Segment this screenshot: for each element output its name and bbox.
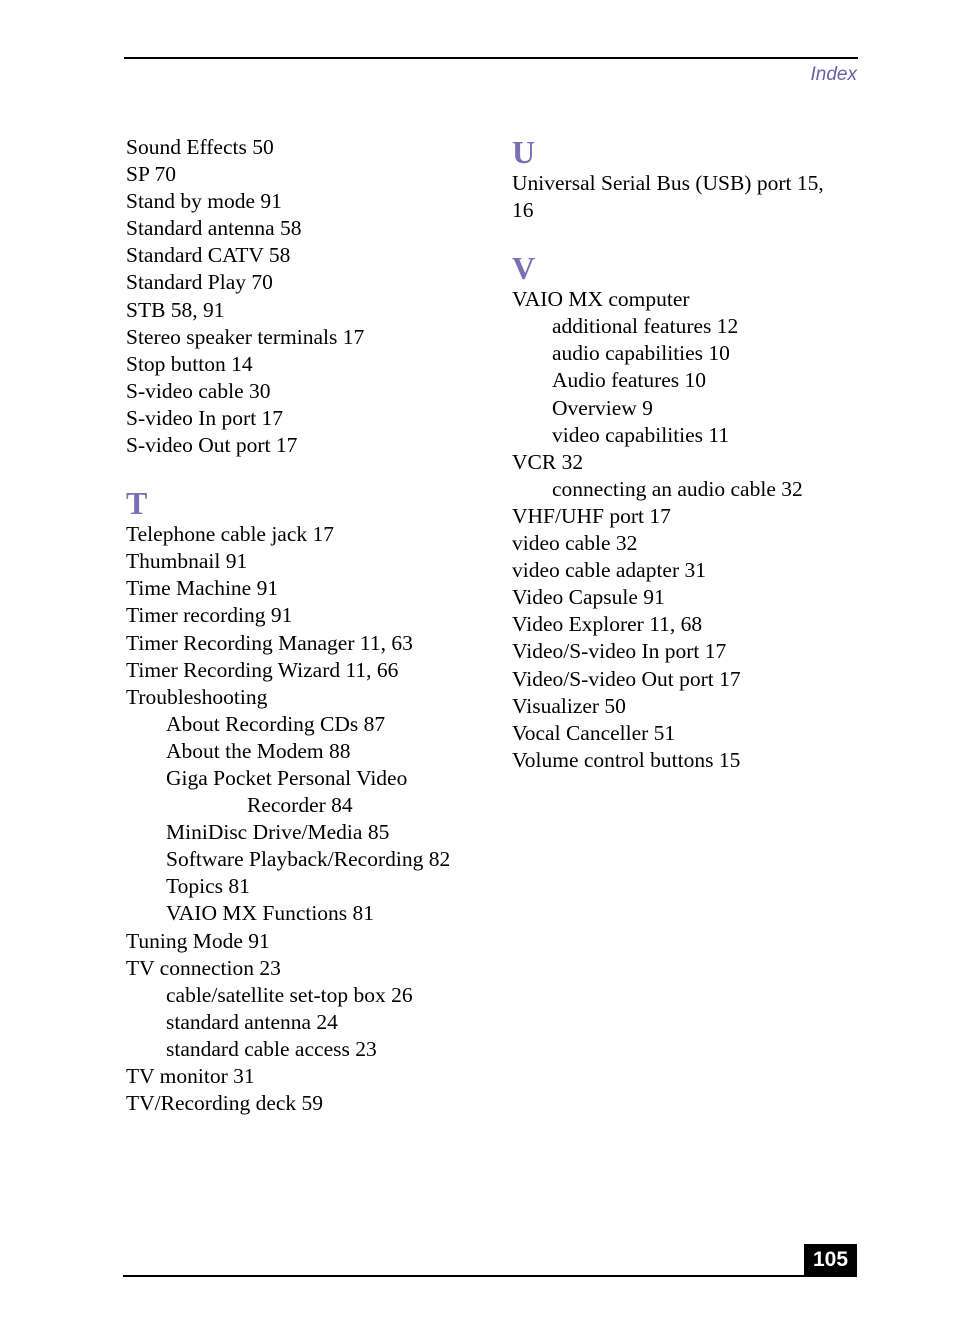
index-entry: Sound Effects 50 [126, 135, 274, 159]
index-entry: video cable 32 [512, 531, 638, 556]
s-entries-group [126, 134, 496, 459]
index-subentry: Topics 81 [166, 874, 250, 899]
index-entry: Standard CATV 58 [126, 243, 291, 268]
index-entry: TV connection 23 [126, 955, 281, 980]
index-subentry: Overview 9 [552, 395, 653, 420]
top-rule [124, 57, 858, 59]
index-entry: S-video cable 30 [126, 378, 271, 403]
index-entry: Standard Play 70 [126, 270, 273, 295]
index-entry: VHF/UHF port 17 [512, 503, 671, 528]
index-entry: Standard antenna 58 [126, 216, 302, 241]
index-entry: Timer Recording Manager 11, 63 [126, 630, 413, 655]
section-letter-t: T [126, 485, 148, 522]
index-entry: Video/S-video Out port 17 [512, 666, 741, 691]
index-subentry: standard antenna 24 [166, 1009, 338, 1034]
index-entry: Telephone cable jack 17 [126, 522, 335, 547]
index-entry: VAIO MX computer [512, 287, 690, 312]
index-subentry: About Recording CDs 87 [166, 711, 386, 736]
left-column [126, 134, 496, 1117]
index-subentry: Audio features 10 [552, 368, 707, 393]
index-subentry: cable/satellite set-top box 26 [166, 982, 413, 1007]
index-entry: video cable adapter 31 [512, 558, 707, 583]
index-entry: S-video In port 17 [126, 405, 284, 430]
index-entry: Stop button 14 [126, 351, 253, 376]
index-subentry: connecting an audio cable 32 [552, 476, 803, 501]
index-subentry: About the Modem 88 [166, 738, 351, 763]
index-entry: Timer recording 91 [126, 603, 293, 628]
index-entry: Video Capsule 91 [512, 585, 665, 610]
bottom-rule [123, 1275, 857, 1277]
index-entry: Vocal Canceller 51 [512, 720, 676, 745]
index-entry: STB 58, 91 [126, 297, 225, 322]
index-subentry: Giga Pocket Personal Video [166, 765, 408, 790]
index-subentry: Software Playback/Recording 82 [166, 847, 451, 872]
section-letter-v: V [512, 250, 536, 287]
index-entry: Visualizer 50 [512, 693, 626, 718]
section-gap [126, 459, 496, 485]
section-letter-u: U [512, 134, 536, 170]
index-entry: S-video Out port 17 [126, 433, 298, 458]
index-entry: Video Explorer 11, 68 [512, 612, 703, 637]
page-number: 105 [804, 1244, 857, 1276]
index-subentry: standard cable access 23 [166, 1036, 377, 1061]
index-subentry: video capabilities 11 [552, 422, 730, 447]
index-entry: Timer Recording Wizard 11, 66 [126, 657, 399, 682]
index-subentry: additional features 12 [552, 314, 739, 339]
index-entry: VCR 32 [512, 449, 584, 474]
index-entry: TV/Recording deck 59 [126, 1091, 324, 1116]
index-entry: SP 70 [126, 162, 176, 187]
index-subentry: VAIO MX Functions 81 [166, 901, 375, 926]
index-entry: Universal Serial Bus (USB) port 15, [512, 171, 824, 195]
index-entry: Troubleshooting [126, 684, 268, 709]
index-entry: TV monitor 31 [126, 1064, 255, 1088]
index-subentry-continuation: Recorder 84 [247, 793, 353, 818]
index-entry: Stereo speaker terminals 17 [126, 324, 365, 349]
index-subentry: audio capabilities 10 [552, 341, 730, 366]
index-entry: Video/S-video In port 17 [512, 639, 727, 664]
t-entries-group [126, 521, 496, 1117]
right-column [512, 134, 857, 774]
section-gap [512, 224, 857, 250]
index-entry-continuation: 16 [512, 198, 534, 223]
header-title: Index [810, 64, 857, 85]
index-entry: Stand by mode 91 [126, 189, 282, 214]
index-subentry: MiniDisc Drive/Media 85 [166, 820, 390, 845]
index-entry: Volume control buttons 15 [512, 747, 741, 772]
index-entry: Thumbnail 91 [126, 549, 248, 574]
index-entry: Time Machine 91 [126, 576, 279, 601]
index-entry: Tuning Mode 91 [126, 928, 270, 953]
